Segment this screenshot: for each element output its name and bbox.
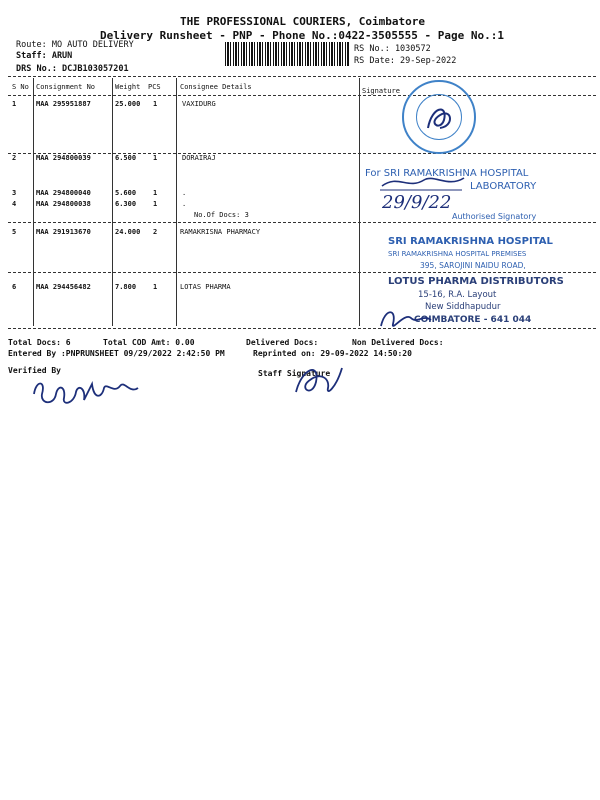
hospital-stamp-premises: SRI RAMAKRISHNA HOSPITAL PREMISES	[388, 250, 527, 258]
row-sno: 4	[12, 200, 17, 208]
lotus-stamp-address1: 15-16, R.A. Layout	[418, 290, 497, 300]
authorised-signatory: Authorised Signatory	[452, 212, 537, 221]
row-weight: 6.300	[115, 200, 137, 208]
row-pcs: 1	[153, 283, 158, 291]
row-consignee: LOTAS PHARMA	[180, 283, 231, 291]
row-pcs: 1	[153, 154, 158, 162]
col-consignee: Consignee Details	[180, 83, 252, 91]
row-consignee: VAXIDURG	[182, 100, 216, 108]
total-docs: Total Docs: 6	[8, 338, 71, 347]
row-weight: 24.000	[115, 228, 141, 236]
row-sno: 1	[12, 100, 17, 108]
no-of-docs: No.Of Docs: 3	[194, 211, 249, 219]
verified-by-signature	[30, 374, 150, 414]
col-signature: Signature	[362, 87, 400, 95]
row-consignment: MAA 294456482	[36, 283, 91, 291]
row-sno: 6	[12, 283, 17, 291]
lotus-stamp-address2: New Siddhapudur	[425, 302, 501, 312]
row-weight: 25.000	[115, 100, 141, 108]
staff-signature: Staff Signature	[258, 369, 331, 378]
row-consignment: MAA 294800040	[36, 189, 91, 197]
staff-signature-scribble	[290, 358, 350, 402]
row-sno: 3	[12, 189, 17, 197]
courier-title: THE PROFESSIONAL COURIERS, Coimbatore	[180, 15, 426, 28]
hospital-stamp-title: SRI RAMAKRISHNA HOSPITAL	[388, 236, 553, 247]
lotus-signature	[375, 298, 435, 338]
col-weight: Weight	[115, 83, 141, 91]
row-pcs: 1	[153, 189, 158, 197]
row-divider	[8, 222, 596, 223]
lotus-stamp-title: LOTUS PHARMA DISTRIBUTORS	[388, 276, 564, 287]
col-sno: S No	[12, 83, 29, 91]
row-sno: 5	[12, 228, 17, 236]
row-sno: 2	[12, 154, 17, 162]
divider	[8, 95, 596, 96]
row-consignee: .	[182, 200, 187, 208]
handwritten-date: 29/9/22	[382, 192, 452, 213]
hospital-stamp-address: 395, SAROJINI NAIDU ROAD,	[420, 261, 526, 270]
row-consignment: MAA 294800039	[36, 154, 91, 162]
row-consignment: MAA 295951887	[36, 100, 91, 108]
row-consignee: RAMAKRISNA PHARMACY	[180, 228, 261, 236]
staff-label: Staff: ARUN	[16, 51, 73, 61]
row-divider	[8, 153, 596, 154]
divider	[8, 328, 596, 329]
total-cod: Total COD Amt: 0.00	[103, 338, 195, 347]
col-pcs: PCS	[148, 83, 161, 91]
barcode	[225, 42, 349, 66]
divider	[8, 76, 596, 77]
lab-stamp-line1: For SRI RAMAKRISHNA HOSPITAL	[365, 168, 529, 179]
col-consignment: Consignment No	[36, 83, 96, 91]
runsheet-subtitle: Delivery Runsheet - PNP - Phone No.:0422-3505555 - Page No.:1	[100, 29, 504, 42]
row-consignee: .	[182, 189, 187, 197]
row-consignment: MAA 294800038	[36, 200, 91, 208]
row-pcs: 1	[153, 200, 158, 208]
reprinted-on: Reprinted on: 29-09-2022 14:50:20	[253, 349, 412, 358]
non-delivered-docs: Non Delivered Docs:	[352, 338, 444, 347]
lab-stamp-line2: LABORATORY	[470, 181, 537, 192]
row-weight: 6.500	[115, 154, 137, 162]
rs-date: RS Date: 29-Sep-2022	[354, 56, 457, 66]
column-rule	[33, 78, 34, 326]
entered-by: Entered By :PNPRUNSHEET 09/29/2022 2:42:50 PM	[8, 349, 225, 358]
row-consignee: DORAIRAJ	[182, 154, 216, 162]
lotus-stamp-address3: COIMBATORE - 641 044	[414, 315, 532, 325]
row-weight: 5.600	[115, 189, 137, 197]
verified-by: Verified By	[8, 366, 61, 375]
column-rule	[176, 78, 177, 326]
row-divider	[8, 272, 596, 273]
column-rule	[112, 78, 113, 326]
rs-number: RS No.: 1030572	[354, 44, 431, 54]
row-pcs: 1	[153, 100, 158, 108]
row-pcs: 2	[153, 228, 158, 236]
column-rule	[359, 78, 360, 326]
row-consignment: MAA 291913670	[36, 228, 91, 236]
drs-number: DRS No.: DCJB103057201	[16, 64, 129, 74]
route-label: Route: MO AUTO DELIVERY	[16, 40, 134, 50]
initial-signature	[420, 98, 460, 138]
lab-signature	[378, 172, 468, 192]
row-weight: 7.800	[115, 283, 137, 291]
delivered-docs: Delivered Docs:	[246, 338, 319, 347]
